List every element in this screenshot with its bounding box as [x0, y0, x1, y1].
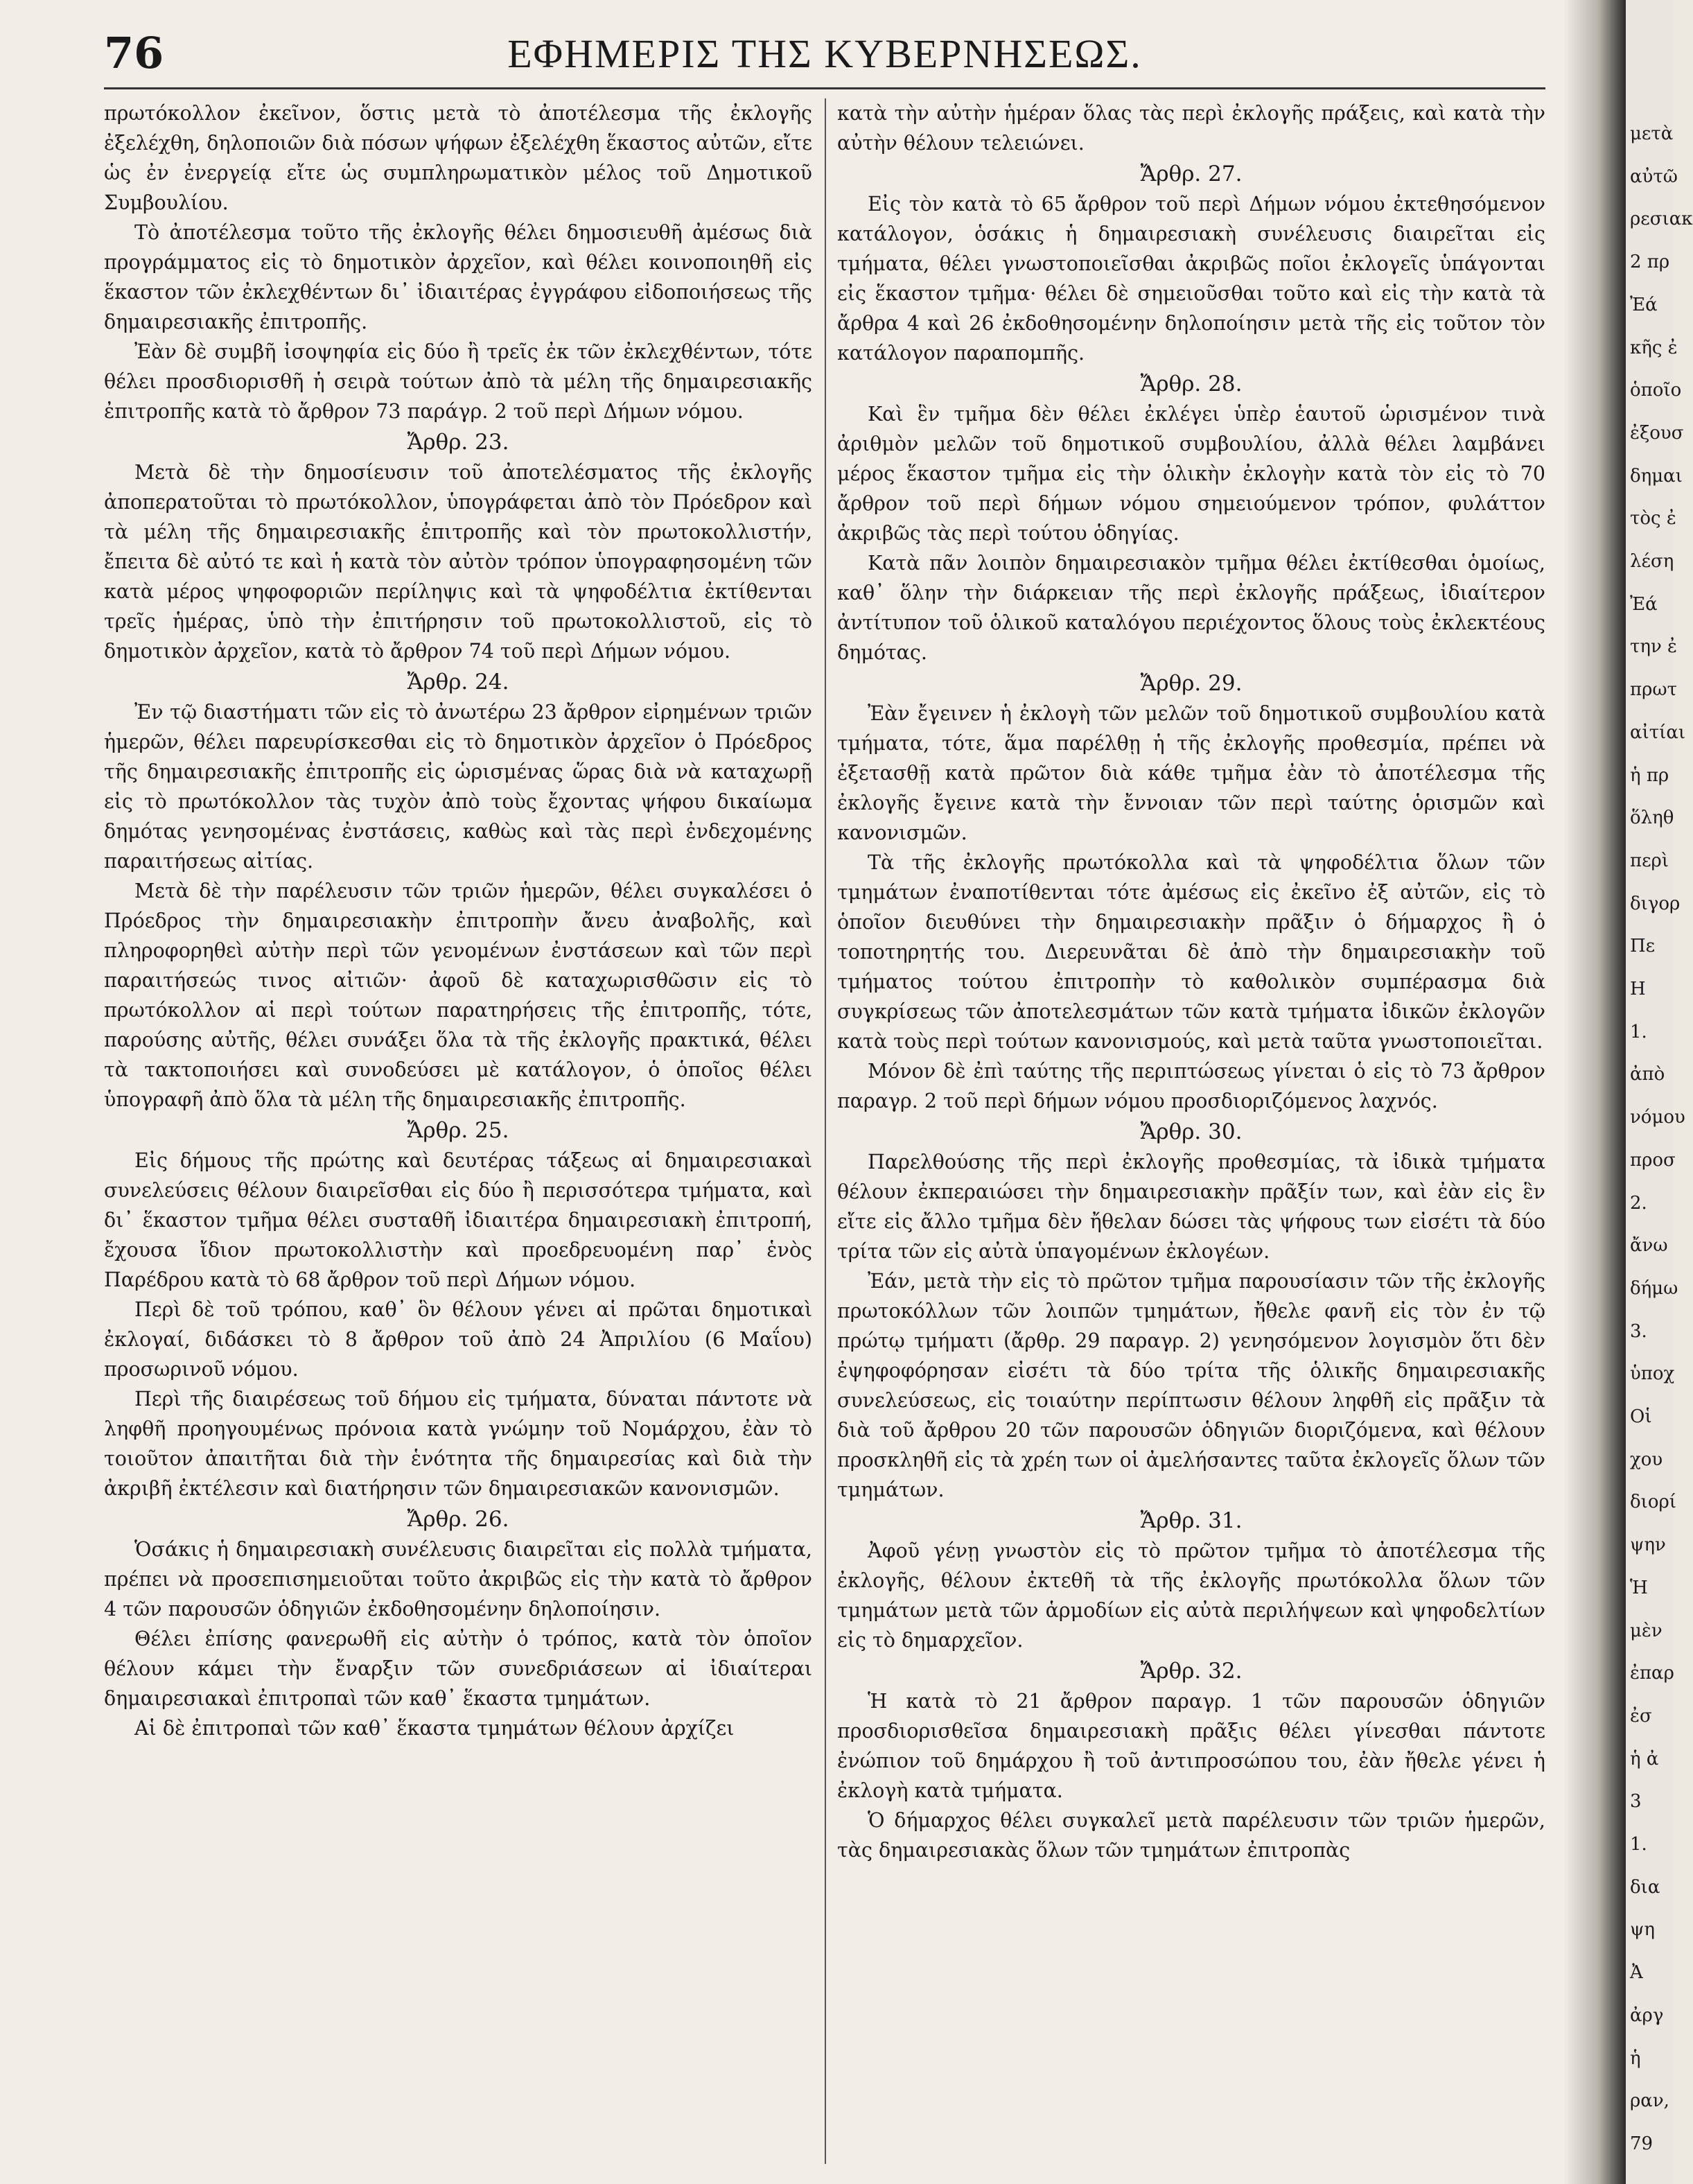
article-heading: Ἄρθρ. 27. [1140, 161, 1243, 186]
paragraph: Ὁ δήμαρχος θέλει συγκαλεῖ μετὰ παρέλευσιν τῶν τριῶν ἡμερῶν, τὰς δημαιρεσιακὰς ὅλων τῶν τμημάτων ἐπιτροπὰς [837, 1809, 1545, 1862]
adjacent-page-fragment: Ἐά [1630, 594, 1658, 615]
paragraph: Ἡ κατὰ τὸ 21 ἄρθρον παραγρ. 1 τῶν παρουσῶν ὁδηγιῶν προσδιορισθεῖσα δημαιρεσιακὴ πρᾶξις θέλει γίνεσθαι πάντοτε ἐνώπιον τοῦ δημάρχου ἢ τοῦ ἀντιπροσώπου του, ἐὰν ἤθελε γένει ἡ ἐκλογὴ κατὰ τμήματα. [837, 1690, 1545, 1802]
adjacent-page-fragment: δημαι [1630, 466, 1683, 487]
article-heading: Ἄρθρ. 29. [1140, 671, 1243, 696]
adjacent-page-fragment: Ἐά [1630, 295, 1658, 315]
adjacent-page-fragment: μετὰ [1630, 123, 1674, 144]
article-heading: Ἄρθρ. 24. [407, 670, 509, 694]
paragraph: Περὶ τῆς διαιρέσεως τοῦ δήμου εἰς τμήματα, δύναται πάντοτε νὰ ληφθῆ προηγουμένως πρόνοια κατὰ γνώμην τοῦ Νομάρχου, ἐὰν τὸ τοιοῦτον ἀπαιτῆται διὰ τὴν ἑνότητα τῆς δημαιρεσίας καὶ διὰ τὴν ἀκριβῆ ἐκτέλεσιν καὶ διατήρησιν τῶν δημαιρεσιακῶν κανονισμῶν. [104, 1388, 812, 1500]
adjacent-page-fragment: 3. [1630, 1321, 1647, 1342]
paragraph: Ἐάν, μετὰ τὴν εἰς τὸ πρῶτον τμῆμα παρουσίασιν τῶν τῆς ἐκλογῆς πρωτοκόλλων τῶν λοιπῶν τμημάτων, ἤθελε φανῆ εἰς τὸν ἐν τῷ πρώτῳ τμήματι (ἄρθρ. 29 παραγρ. 2) γενησόμενον λογισμὸν ὅτι δὲν ἐψηφοφόρησαν εἰσέτι τὰ δύο τρίτα τῆς ὁλικῆς δημαιρεσιακῆς συνελεύσεως, εἰς τοιαύτην περίπτωσιν θέλουν ληφθῆ εἰς πρᾶξιν τὰ διὰ τοῦ ἄρθρου 20 τῶν παρουσῶν ὁδηγιῶν διοριζόμενα, καὶ θέλουν προσκληθῆ εἰς τὰ χρέη των οἱ ἀμελήσαντες ταῦτα ἐκλογεῖς ὅλων τῶν τμημάτων. [837, 1270, 1545, 1501]
paragraph: Μόνον δὲ ἐπὶ ταύτης τῆς περιπτώσεως γίνεται ὁ εἰς τὸ 73 ἄρθρον παραγρ. 2 τοῦ περὶ δήμων νόμου προσδιοριζόμενος λαχνός. [837, 1060, 1545, 1112]
paragraph: Ὁσάκις ἡ δημαιρεσιακὴ συνέλευσις διαιρεῖται εἰς πολλὰ τμήματα, πρέπει νὰ προσεπισημειοῦται τοῦτο ἀκριβῶς εἰς τὴν κατὰ τὸ ἄρθρον 4 τῶν παρουσῶν ὁδηγιῶν ἐκδοθησομένην δηλοποίησιν. [104, 1538, 812, 1620]
adjacent-page-fragment: 2 πρ [1630, 252, 1670, 272]
article-heading: Ἄρθρ. 31. [1140, 1508, 1243, 1533]
adjacent-page-edge [1626, 0, 1693, 2184]
adjacent-page-fragment: 1. [1630, 1834, 1647, 1855]
adjacent-page-fragment: 3 [1630, 1791, 1642, 1812]
paragraph: Μετὰ δὲ τὴν δημοσίευσιν τοῦ ἀποτελέσματος τῆς ἐκλογῆς ἀποπερατοῦται τὸ πρωτόκολλον, ὑπογράφεται ἀπὸ τὸν Πρόεδρον καὶ τὰ μέλη τῆς δημαιρεσιακῆς ἐπιτροπῆς καὶ τὸν πρωτοκολλιστήν, ἔπειτα δὲ αὐτό τε καὶ ἡ κατὰ τὸν αὐτὸν τρόπον ὑπογραφησομένη τῶν κατὰ μέρος ψηφοφοριῶν περίληψις καὶ τὰ ψηφοδέλτια ἐκτίθενται τρεῖς ἡμέρας, ὑπὸ τὴν ἐπιτήρησιν τοῦ πρωτοκολλιστοῦ, εἰς τὸ δημοτικὸν ἀρχεῖον, κατὰ τὸ ἄρθρον 74 τοῦ περὶ Δήμων νόμου. [104, 461, 812, 663]
paragraph: Τὸ ἀποτέλεσμα τοῦτο τῆς ἐκλογῆς θέλει δημοσιευθῆ ἀμέσως διὰ προγράμματος εἰς τὸ δημοτικὸν ἀρχεῖον, καὶ θέλει κοινοποιηθῆ εἰς ἕκαστον τῶν ἐκλεχθέντων δι᾽ ἰδιαιτέρας ἐγγράφου εἰδοποιήσεως τῆς δημαιρεσιακῆς ἐπιτροπῆς. [104, 221, 812, 333]
paragraph: Ἐὰν δὲ συμβῆ ἰσοψηφία εἰς δύο ἢ τρεῖς ἐκ τῶν ἐκλεχθέντων, τότε θέλει προσδιορισθῆ ἡ σειρὰ τούτων ἀπὸ τὰ μέλη τῆς δημαιρεσιακῆς ἐπιτροπῆς κατὰ τὸ ἄρθρον 73 παράγρ. 2 τοῦ περὶ Δήμων νόμου. [104, 340, 812, 423]
adjacent-page-fragment: ἄνω [1630, 1235, 1668, 1256]
paragraph: Τὰ τῆς ἐκλογῆς πρωτόκολλα καὶ τὰ ψηφοδέλτια ὅλων τῶν τμημάτων ἐναποτίθενται τότε ἀμέσως εἰς ἐκεῖνο ἐξ αὐτῶν, εἰς τὸ ὁποῖον διευθύνει τὴν δημαιρεσιακὴν πρᾶξιν ὁ δήμαρχος ἢ ὁ τοποτηρητής του. Διερευνᾶται δὲ ἀπὸ τὴν δημαιρεσιακὴν τοῦ τμήματος τούτου ἐπιτροπὴν τὸ καθολικὸν συμπέρασμα διὰ συγκρίσεως τῶν ἀποτελεσμάτων τῶν κατὰ τμήματα ἰδικῶν ἐκλογῶν κατὰ τοὺς περὶ τούτων κανονισμούς, καὶ μετὰ ταῦτα γνωστοποιεῖται. [837, 851, 1545, 1053]
adjacent-page-fragment: χου [1630, 1449, 1663, 1470]
paragraph: Αἱ δὲ ἐπιτροπαὶ τῶν καθ᾽ ἕκαστα τμημάτων θέλουν ἀρχίζει [134, 1717, 735, 1740]
paragraph: Μετὰ δὲ τὴν παρέλευσιν τῶν τριῶν ἡμερῶν, θέλει συγκαλέσει ὁ Πρόεδρος τὴν δημαιρεσιακὴν ἐπιτροπὴν ἄνευ ἀναβολῆς, καὶ πληροφορηθεὶ αὐτὴν περὶ τῶν γενομένων ἐνστάσεων καὶ τῶν περὶ παραιτήσεώς τινος αἰτιῶν· ἀφοῦ δὲ καταχωρισθῶσιν εἰς τὸ πρωτόκολλον αἱ περὶ τούτων παρατηρήσεις τῆς ἐπιτροπῆς, τότε, παρούσης αὐτῆς, θέλει συνάξει ὅλα τὰ τῆς ἐκλογῆς πρακτικά, θέλει τὰ τακτοποιήσει καὶ συνοδεύσει μὲ κατάλογον, ὁ ὁποῖος θέλει ὑπογραφῆ ἀπὸ ὅλα τὰ μέλη τῆς δημαιρεσιακῆς ἐπιτροπῆς. [104, 880, 812, 1111]
left-column [104, 98, 812, 2164]
adjacent-page-fragment: περὶ [1630, 850, 1669, 871]
adjacent-page-fragment: ἐπαρ [1630, 1663, 1674, 1684]
paragraph: κατὰ τὴν αὐτὴν ἡμέραν ὅλας τὰς περὶ ἐκλογῆς πράξεις, καὶ κατὰ τὴν αὐτὴν θέλουν τελειώνει. [837, 102, 1545, 155]
paragraph: Θέλει ἐπίσης φανερωθῆ εἰς αὐτὴν ὁ τρόπος, κατὰ τὸν ὁποῖον θέλουν κάμει τὴν ἔναρξιν τῶν συνεδριάσεων αἱ ἰδιαίτεραι δημαιρεσιακαὶ ἐπιτροπαὶ τῶν καθ᾽ ἕκαστα τμημάτων. [104, 1627, 812, 1710]
adjacent-page-fragment: ὑποχ [1630, 1363, 1675, 1384]
adjacent-page-fragment: Ἡ [1630, 1578, 1648, 1598]
page-header [104, 21, 1545, 76]
adjacent-page-fragment: δια [1630, 1877, 1660, 1898]
right-column [837, 98, 1545, 2164]
adjacent-page-fragment: 2. [1630, 1193, 1647, 1214]
adjacent-page-fragment: ἡ [1630, 2048, 1641, 2069]
adjacent-page-fragment: Πε [1630, 936, 1656, 956]
adjacent-page-fragment: 79 [1630, 2133, 1653, 2154]
adjacent-page-fragment: τὸς ἐ [1630, 508, 1676, 529]
adjacent-page-fragment: ἡ ἀ [1630, 1749, 1659, 1770]
paragraph: Κατὰ πᾶν λοιπὸν δημαιρεσιακὸν τμῆμα θέλει ἐκτίθεσθαι ὁμοίως, καθ᾽ ὅλην τὴν διάρκειαν τῆς περὶ ἐκλογῆς πράξεως, ἰδιαίτερον ἀντίτυπον τοῦ ὁλικοῦ καταλόγου περιέχοντος ὅλους τοὺς ἐκλεκτέους δημότας. [837, 552, 1545, 664]
adjacent-page-fragment: ρεσιακ [1630, 209, 1693, 229]
adjacent-page-fragment: ἀπὸ [1630, 1064, 1665, 1085]
paragraph: Εἰς τὸν κατὰ τὸ 65 ἄρθρον τοῦ περὶ Δήμων νόμου ἐκτεθησόμενον κατάλογον, ὁσάκις ἡ δημαιρεσιακὴ συνέλευσις διαιρεῖται εἰς τμήματα, θέλει γνωστοποιεῖσθαι ἀκριβῶς ποῖοι ἐκλογεῖς ὑπάγονται εἰς ἕκαστον τμῆμα· θέλει δὲ σημειοῦσθαι τοῦτο καὶ εἰς τὴν κατὰ τὰ ἄρθρα 4 καὶ 26 ἐκδοθησομένην δηλοποίησιν μετὰ τῆς εἰς τοῦτον τὸν κατάλογον παραπομπῆς. [837, 193, 1545, 365]
adjacent-page-fragment: αἰτίαι [1630, 722, 1686, 743]
adjacent-page-fragment: Η [1630, 979, 1646, 999]
adjacent-page-fragment: δήμω [1630, 1278, 1678, 1299]
adjacent-page-fragment: ψη [1630, 1919, 1655, 1940]
paragraph: Παρελθούσης τῆς περὶ ἐκλογῆς προθεσμίας, τὰ ἰδικὰ τμήματα θέλουν ἐκπεραιώσει τὴν δημαιρεσιακὴν πρᾶξίν των, καὶ ἐὰν εἰς ἓν εἴτε εἰς ἄλλο τμῆμα δὲν ἤθελαν δώσει τὰς ψήφους των εἰσέτι τὰ δύο τρίτα τῶν εἰς αὐτὰ ὑπαγομένων ἐκλογέων. [837, 1151, 1545, 1263]
paragraph: Εἰς δήμους τῆς πρώτης καὶ δευτέρας τάξεως αἱ δημαιρεσιακαὶ συνελεύσεις θέλουν διαιρεῖσθαι εἰς δύο ἢ περισσότερα τμήματα, καὶ δι᾽ ἕκαστον τμῆμα θέλει συσταθῆ ἰδιαιτέρα δημαιρεσιακὴ ἐπιτροπή, ἔχουσα ἴδιον πρωτοκολλιστὴν καὶ προεδρευομένη παρ᾽ ἑνὸς Παρέδρου κατὰ τὸ 68 ἄρθρον τοῦ περὶ Δήμων νόμου. [104, 1149, 812, 1291]
adjacent-page-fragment: διορί [1630, 1492, 1676, 1512]
adjacent-page-fragment: νόμου [1630, 1107, 1685, 1128]
adjacent-page-fragment: ὁποῖο [1630, 380, 1682, 401]
adjacent-page-fragment: ἀργ [1630, 2005, 1664, 2026]
paragraph: πρωτόκολλον ἐκεῖνον, ὅστις μετὰ τὸ ἀποτέλεσμα τῆς ἐκλογῆς ἐξελέχθη, δηλοποιῶν διὰ πόσων ψήφων ἐξελέχθη ἕκαστος αὐτῶν, εἴτε ὡς ἐν ἐνεργείᾳ εἴτε ὡς συμπληρωματικὸν μέλος τοῦ Δημοτικοῦ Συμβουλίου. [104, 102, 812, 214]
adjacent-page-fragment: πρωτ [1630, 679, 1677, 700]
adjacent-page-fragment: αὐτῶ [1630, 166, 1678, 187]
page-number: 76 [104, 28, 164, 78]
adjacent-page-fragment: ἐσ [1630, 1706, 1652, 1727]
article-heading: Ἄρθρ. 23. [407, 430, 509, 455]
adjacent-page-fragment: μὲν [1630, 1620, 1663, 1641]
running-title: ΕΦΗΜΕΡΙΣ ΤΗΣ ΚΥΒΕΡΝΗΣΕΩΣ. [507, 31, 1142, 76]
paragraph: Ἐὰν ἔγεινεν ἡ ἐκλογὴ τῶν μελῶν τοῦ δημοτικοῦ συμβουλίου κατὰ τμήματα, τότε, ἅμα παρέλθῃ ἡ τῆς ἐκλογῆς προθεσμία, πρέπει νὰ ἐξετασθῇ κατὰ πρῶτον διὰ κάθε τμῆμα ἐὰν τὸ ἀποτέλεσμα τῆς ἐκλογῆς ἔγεινε κατὰ τὴν ἔννοιαν τῶν περὶ ταύτης ὁρισμῶν καὶ κανονισμῶν. [837, 702, 1545, 844]
adjacent-page-fragment: λέση [1630, 551, 1674, 572]
adjacent-page-fragment: κῆς ἐ [1630, 338, 1678, 358]
article-heading: Ἄρθρ. 25. [407, 1118, 509, 1143]
adjacent-page-fragment: διγορ [1630, 893, 1681, 914]
adjacent-page-fragment: ραν, [1630, 2090, 1669, 2111]
adjacent-page-fragment: Οἱ [1630, 1406, 1652, 1427]
adjacent-page-fragment: προσ [1630, 1150, 1676, 1171]
paragraph: Ἀφοῦ γένῃ γνωστὸν εἰς τὸ πρῶτον τμῆμα τὸ ἀποτέλεσμα τῆς ἐκλογῆς, θέλουν ἐκτεθῆ τὰ τῆς ἐκλογῆς πρωτόκολλα ὅλων τῶν τμημάτων μετὰ τῶν ἁρμοδίων εἰς αὐτὰ περιλήψεων καὶ ψηφοδελτίων εἰς τὸ δημαρχεῖον. [837, 1539, 1545, 1652]
article-heading: Ἄρθρ. 26. [407, 1507, 509, 1532]
adjacent-page-fragment: την ἐ [1630, 636, 1677, 657]
adjacent-page-fragment: ἐξουσ [1630, 423, 1684, 444]
adjacent-page-fragment: Ἀ [1630, 1962, 1643, 1983]
article-heading: Ἄρθρ. 30. [1140, 1119, 1243, 1144]
adjacent-page-fragment: 1. [1630, 1022, 1647, 1042]
article-heading: Ἄρθρ. 32. [1140, 1659, 1243, 1684]
header-rule [104, 87, 1545, 89]
binding-shadow [1563, 0, 1626, 2184]
article-heading: Ἄρθρ. 28. [1140, 372, 1243, 396]
adjacent-page-fragment: ἡ πρ [1630, 765, 1669, 786]
paragraph: Ἐν τῷ διαστήματι τῶν εἰς τὸ ἀνωτέρω 23 ἄρθρον εἰρημένων τριῶν ἡμερῶν, θέλει παρευρίσκεσθαι εἰς τὸ δημοτικὸν ἀρχεῖον ὁ Πρόεδρος τῆς δημαιρεσιακῆς ἐπιτροπῆς εἰς ὡρισμένας ὥρας διὰ νὰ καταχωρῇ εἰς τὸ πρωτόκολλον τὰς τυχὸν ἀπὸ τοὺς ἔχοντας ψήφου δικαίωμα δημότας γενησομένας ἐνστάσεις, καθὼς καὶ τὰς περὶ ἐνδεχομένης παραιτήσεως αἰτίας. [104, 701, 812, 873]
adjacent-page-fragment: ὅληθ [1630, 807, 1674, 828]
paragraph: Καὶ ἓν τμῆμα δὲν θέλει ἐκλέγει ὑπὲρ ἑαυτοῦ ὡρισμένον τινὰ ἀριθμὸν μελῶν τοῦ δημοτικοῦ συμβουλίου, ἀλλὰ θέλει λαμβάνει μέρος ἕκαστον τμῆμα εἰς τὴν ὁλικὴν ἐκλογὴν κατὰ τὸν εἰς τὸ 70 ἄρθρον τοῦ περὶ δήμων νόμου σημειούμενον τρόπον, φυλάττον ἀκριβῶς τὰς περὶ τούτου ὁδηγίας. [837, 403, 1545, 545]
adjacent-page-fragment: ψην [1630, 1535, 1666, 1555]
paragraph: Περὶ δὲ τοῦ τρόπου, καθ᾽ ὃν θέλουν γένει αἱ πρῶται δημοτικαὶ ἐκλογαί, διδάσκει τὸ 8 ἄρθρον τοῦ ἀπὸ 24 Ἀπριλίου (6 Μαΐου) προσωρινοῦ νόμου. [104, 1298, 812, 1381]
column-divider [825, 98, 826, 2164]
